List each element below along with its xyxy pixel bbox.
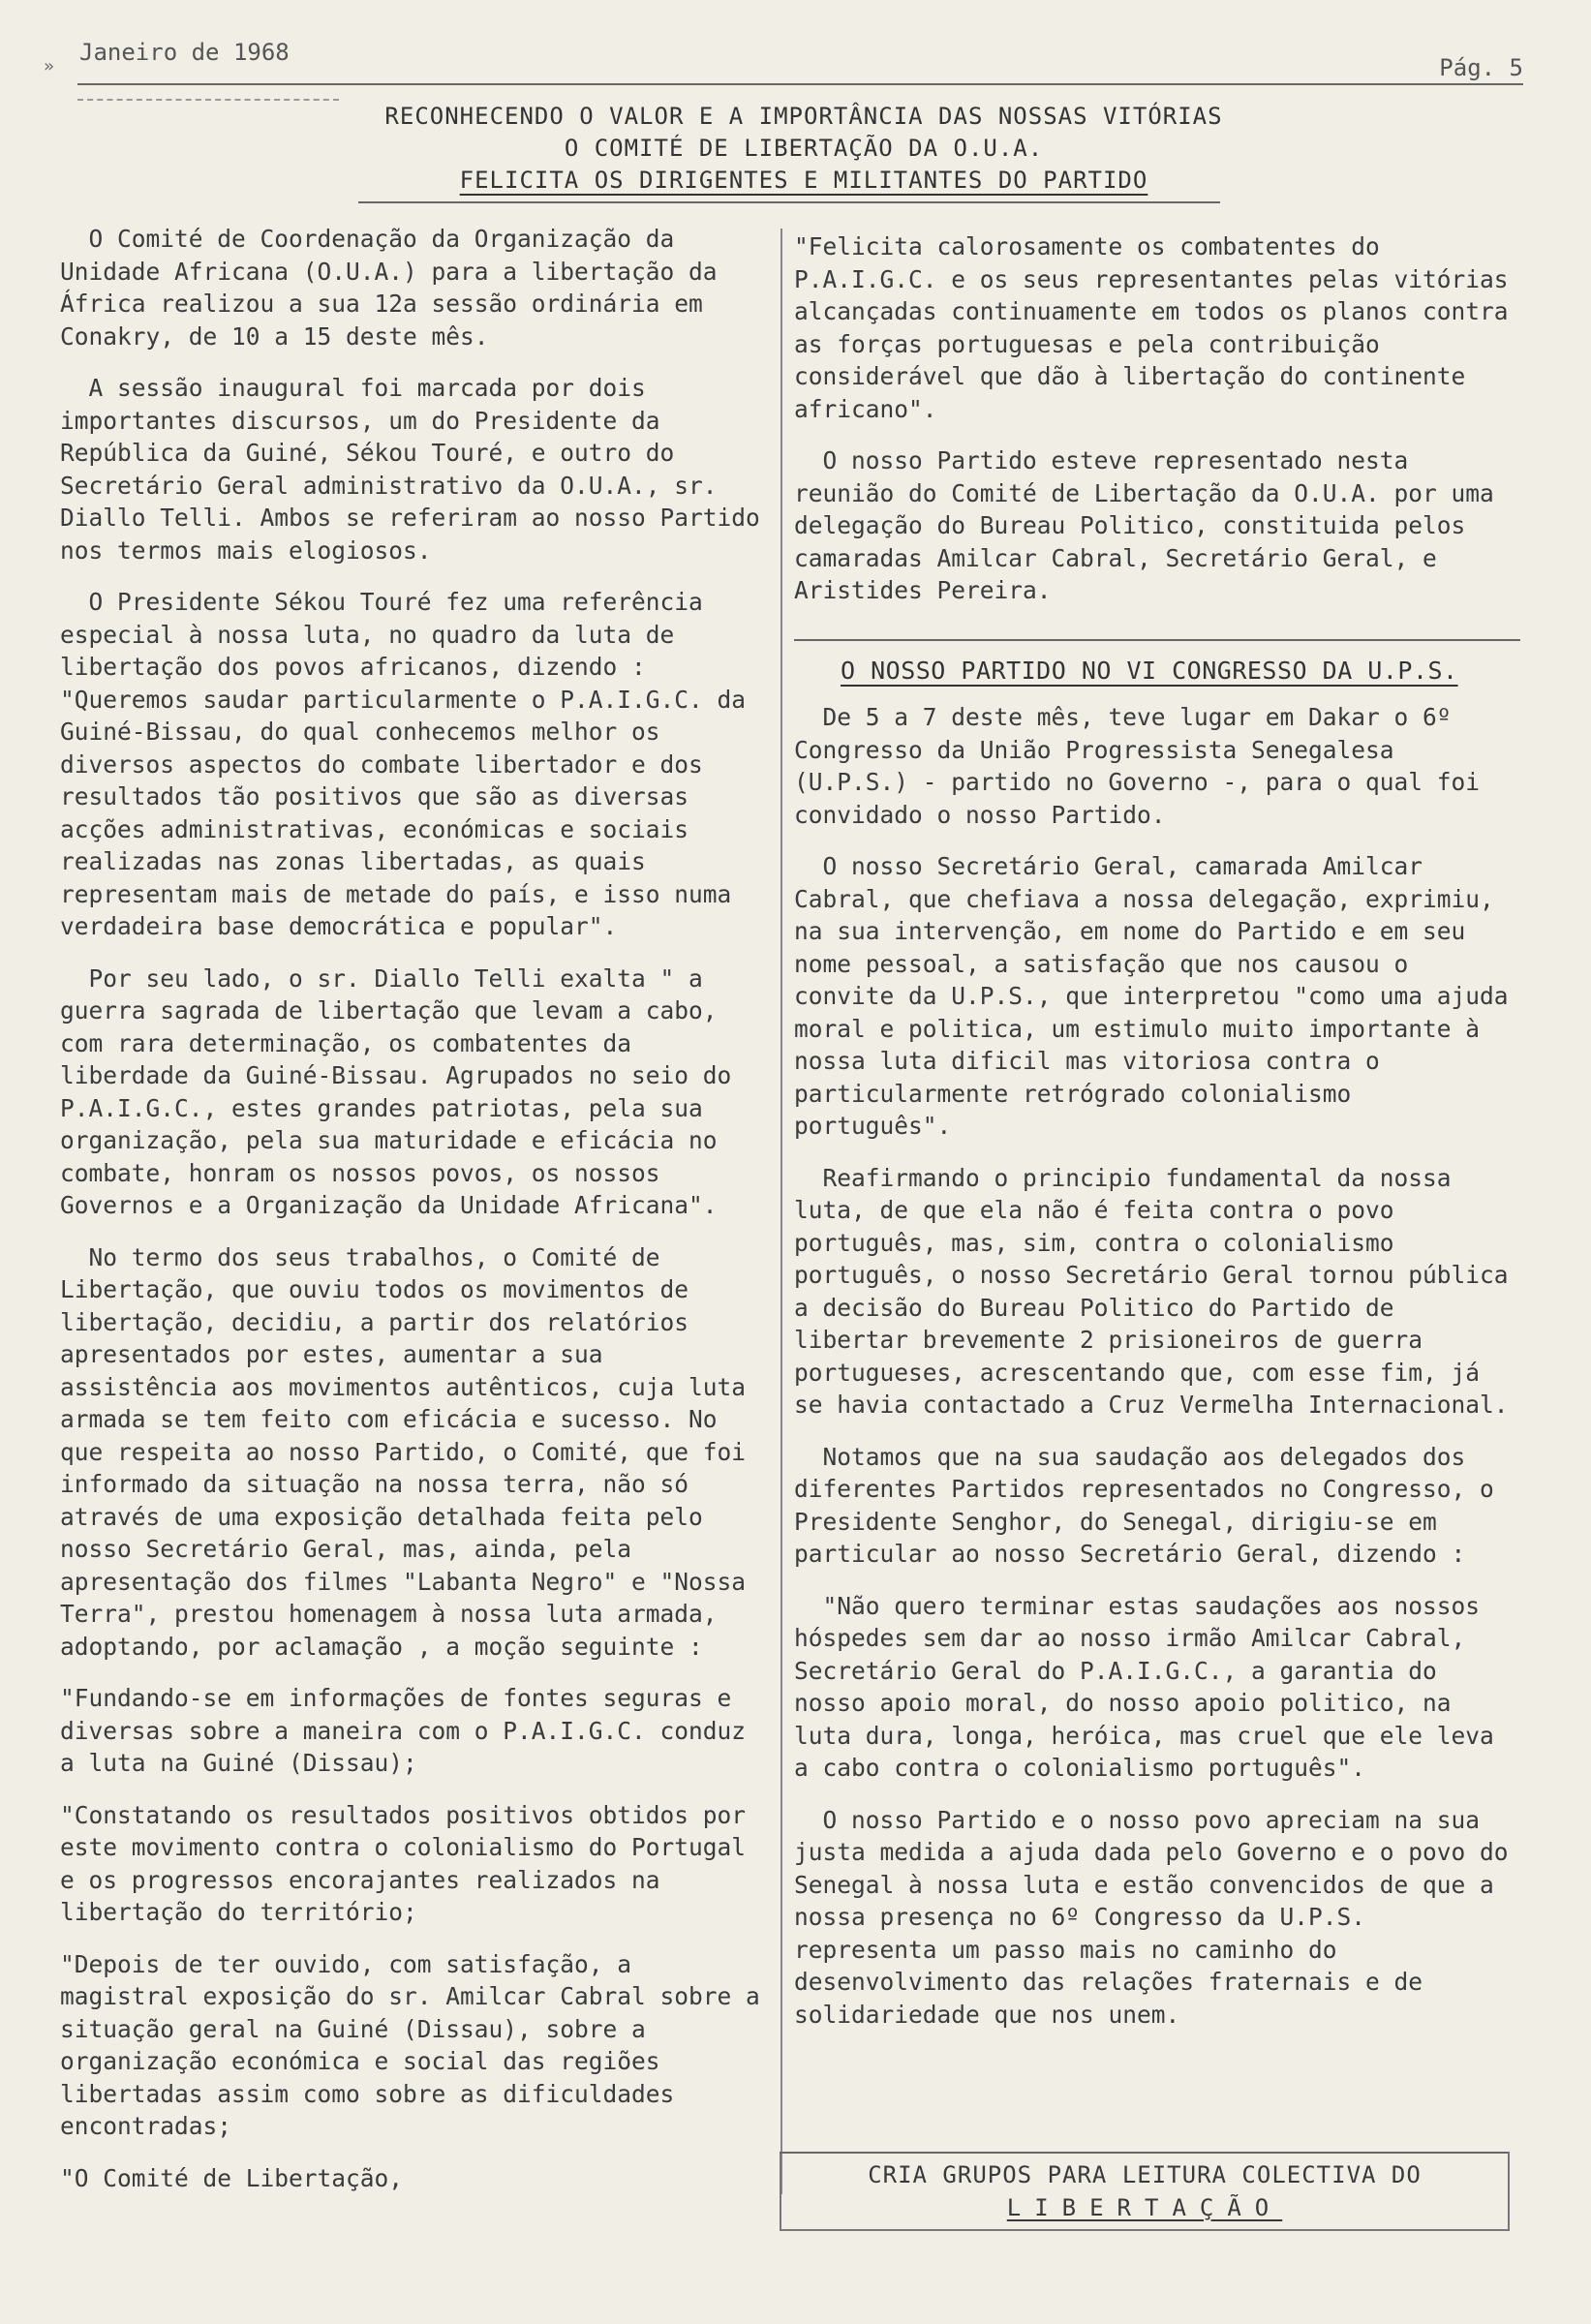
headline-line-1: RECONHECENDO O VALOR E A IMPORTÂNCIA DAS NOSSAS VITÓRIAS — [384, 103, 1223, 130]
motion-paragraph: "Constatando os resultados positivos obtidos por este movimento contra o colonialismo do Portugal e os progressos encorajantes realizados na libertação do território; — [60, 1800, 760, 1926]
article-paragraph: De 5 a 7 deste mês, teve lugar em Dakar o 6º Congresso da União Progressista Senegalesa (U.P.S.) - partido no Governo -, para o qual foi convidado o nosso Partido. — [794, 703, 1494, 829]
motion-paragraph: "Fundando-se em informações de fontes seguras e diversas sobre a maneira com o P.A.I.G.C. conduz a luta na Guiné (Dissau); — [60, 1684, 760, 1777]
section-title: O NOSSO PARTIDO NO VI CONGRESSO DA U.P.S. — [841, 657, 1458, 685]
box-line-1: CRIA GRUPOS PARA LEITURA COLECTIVA DO — [868, 2161, 1422, 2188]
article-paragraph: No termo dos seus trabalhos, o Comité de Libertação, que ouviu todos os movimentos de libertação, decidiu, a partir dos relatórios apresentados por estes, aumentar a sua assistência aos movimentos autênticos, cuja luta armada se tem feito com eficácia e sucesso. No que respeita ao nosso Partido, o Comité, que foi informado da situação na nossa terra, não só através de uma exposição detalhada feita pelo nosso Secretário Geral, mas, ainda, pela apresentação dos filmes "Labanta Negro" e "Nossa Terra", prestou homenagem à nossa luta armada, adoptando, por aclamação , a moção seguinte : — [60, 1242, 760, 1661]
margin-mark: » — [44, 56, 54, 76]
article-paragraph: Notamos que na sua saudação aos delegados dos diferentes Partidos representados no Congresso, o Presidente Senghor, do Senegal, dirigiu-se em particular ao nosso Secretário Geral, dizendo : — [794, 1442, 1509, 1568]
reading-group-box — [780, 2152, 1510, 2231]
headline-line-3: FELICITA OS DIRIGENTES E MILITANTES DO PARTIDO — [459, 167, 1148, 194]
header-dashed-rule — [77, 99, 339, 101]
headline-rule — [358, 201, 1220, 203]
section-rule — [794, 639, 1520, 641]
motion-paragraph: "Felicita calorosamente os combatentes do P.A.I.G.C. e os seus representantes pelas vitórias alcançadas continuamente em todos os planos contra as forças portuguesas e pela contribuição considerável que dão à libertação do continente africano". — [794, 232, 1523, 423]
right-column-section2 — [794, 701, 1523, 2050]
left-column — [60, 223, 775, 2214]
motion-paragraph: "O Comité de Libertação, — [60, 2163, 404, 2192]
box-line-2: LIBERTAÇÃO — [1006, 2194, 1283, 2221]
article-paragraph: Reafirmando o principio fundamental da nossa luta, de que ela não é feita contra o povo português, mas, sim, contra o colonialismo português, o nosso Secretário Geral tornou pública a decisão do Bureau Politico do Partido de libertar brevemente 2 prisioneiros de guerra portugueses, acrescentando que, com esse fim, já se havia contactado a Cruz Vermelha Internacional. — [794, 1163, 1523, 1419]
article-paragraph: A sessão inaugural foi marcada por dois importantes discursos, um do Presidente da República da Guiné, Sékou Touré, e outro do Secretário Geral administrativo da O.U.A., sr. Diallo Telli. Ambos se referiram ao nosso Partido nos termos mais elogiosos. — [60, 374, 775, 565]
article-paragraph: Por seu lado, o sr. Diallo Telli exalta " a guerra sagrada de libertação que levam a cabo, com rara determinação, os combatentes da liberdade da Guiné-Bissau. Agrupados no seio do P.A.I.G.C., estes grandes patriotas, pela sua organização, pela sua maturidade e eficácia no combate, honram os nossos povos, os nossos Governos e a Organização da Unidade Africana". — [60, 963, 747, 1219]
right-column-top — [794, 230, 1523, 627]
box-top-rule — [780, 2152, 1508, 2154]
article-paragraph: O nosso Secretário Geral, camarada Amilcar Cabral, que chefiava a nossa delegação, exprimiu, na sua intervenção, em nome do Partido e em seu nome pessoal, a satisfação que nos causou o convite da U.P.S., que interpretou "como uma ajuda moral e politica, um estimulo muito importante à nossa luta dificil mas vitoriosa contra o particularmente retrógrado colonialismo português". — [794, 852, 1523, 1140]
article-paragraph: O Presidente Sékou Touré fez uma referência especial à nossa luta, no quadro da luta de libertação dos povos africanos, dizendo : "Queremos saudar particularmente o P.A.I.G.C. da Guiné-Bissau, do qual conhecemos melhor os diversos aspectos do combate libertador e dos resultados tão positivos que são as diversas acções administrativas, económicas e sociais realizadas nas zonas libertadas, as quais representam mais de metade do país, e isso numa verdadeira base democrática e popular". — [60, 588, 760, 940]
article-paragraph: O nosso Partido e o nosso povo apreciam na sua justa medida a ajuda dada pelo Governo e o povo do Senegal à nossa luta e estão convencidos de que a nossa presença no 6º Congresso da U.P.S. representa um passo mais no caminho do desenvolvimento das relações fraternais e de solidariedade que nos unem. — [794, 1805, 1523, 2029]
issue-date: Janeiro de 1968 — [79, 39, 290, 66]
column-divider — [780, 229, 782, 2194]
motion-paragraph: "Depois de ter ouvido, com satisfação, a magistral exposição do sr. Amilcar Cabral sobre a situação geral na Guiné (Dissau), sobre a organização económica e social das regiões libertadas assim como sobre as dificuldades encontradas; — [60, 1949, 775, 2140]
article-paragraph: O nosso Partido esteve representado nesta reunião do Comité de Libertação da O.U.A. por uma delegação do Bureau Politico, constituida pelos camaradas Amilcar Cabral, Secretário Geral, e Aristides Pereira. — [794, 446, 1509, 604]
page-number: Pág. 5 — [1439, 54, 1523, 81]
main-headline — [358, 101, 1249, 197]
headline-line-2: O COMITÉ DE LIBERTAÇÃO DA O.U.A. — [564, 135, 1044, 162]
article-paragraph: O Comité de Coordenação da Organização da Unidade Africana (O.U.A.) para a libertação da África realizou a sua 12a sessão ordinária em Conakry, de 10 a 15 deste mês. — [60, 225, 732, 351]
article-paragraph: "Não quero terminar estas saudações aos nossos hóspedes sem dar ao nosso irmão Amilcar Cabral, Secretário Geral do P.A.I.G.C., a garantia do nosso apoio moral, do nosso apoio politico, na luta dura, longa, heróica, mas cruel que ele leva a cabo contra o colonialismo português". — [794, 1591, 1509, 1782]
header-rule — [77, 83, 1523, 85]
